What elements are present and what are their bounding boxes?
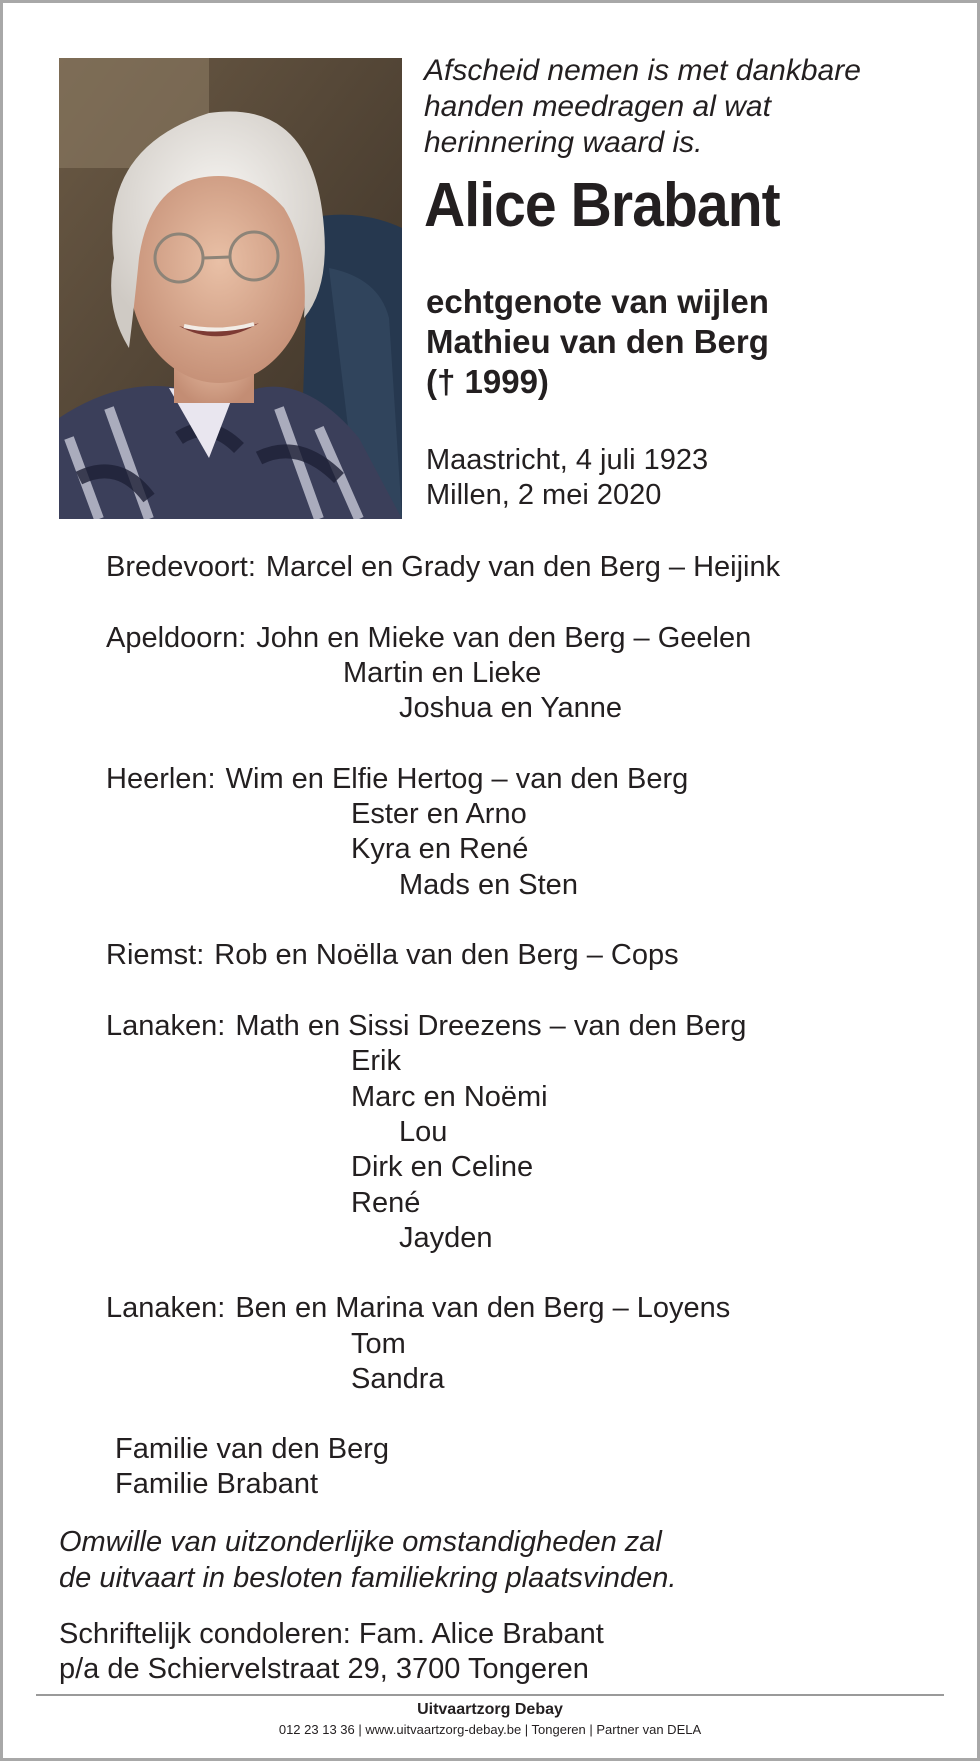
death-date: Millen, 2 mei 2020 — [426, 479, 662, 511]
family-child: René — [351, 1187, 421, 1219]
family-couple: Marcel en Grady van den Berg – Heijink — [265, 551, 781, 583]
family-grandchild: Jayden — [399, 1222, 493, 1254]
family-child: Marc en Noëmi — [351, 1081, 548, 1113]
family-child: Dirk en Celine — [351, 1151, 534, 1183]
family-line-riemst — [106, 938, 679, 973]
note-line: de uitvaart in besloten familiekring plaatsvinden. — [59, 1562, 677, 1594]
condolence-line: Schriftelijk condoleren: Fam. Alice Brabant — [59, 1618, 604, 1650]
place-label: Apeldoorn: — [106, 622, 247, 654]
family-line-heerlen — [106, 762, 688, 797]
family-line-lanaken-1 — [106, 1009, 746, 1044]
place-label: Heerlen: — [106, 763, 216, 795]
family-couple: Math en Sissi Dreezens – van den Berg — [235, 1010, 747, 1042]
family-child: Kyra en René — [351, 833, 529, 865]
quote-line: Afscheid nemen is met dankbare — [424, 54, 861, 87]
spouse-block — [426, 282, 769, 402]
place-label: Riemst: — [106, 939, 205, 971]
birth-date: Maastricht, 4 juli 1923 — [426, 444, 709, 476]
family-grandchild: Joshua en Yanne — [399, 692, 623, 724]
opening-quote — [424, 53, 944, 161]
family-grandchild: Mads en Sten — [399, 869, 578, 901]
funeral-home-info: 012 23 13 36 | www.uitvaartzorg-debay.be | Tongeren | Partner van DELA — [278, 1722, 702, 1737]
family-line-apeldoorn — [106, 621, 751, 656]
spouse-line: Mathieu van den Berg — [426, 323, 769, 360]
place-label: Lanaken: — [106, 1010, 226, 1042]
family-child: Erik — [351, 1045, 401, 1077]
condolence-address — [59, 1617, 604, 1687]
footer-divider — [36, 1694, 944, 1696]
funeral-home-name: Uitvaartzorg Debay — [417, 1701, 563, 1718]
spouse-line: († 1999) — [426, 363, 549, 400]
family-grandchild: Lou — [399, 1116, 448, 1148]
quote-line: herinnering waard is. — [424, 126, 703, 159]
family-name-line: Familie van den Berg — [115, 1433, 390, 1465]
family-couple: Rob en Noëlla van den Berg – Cops — [214, 939, 679, 971]
funeral-note — [59, 1524, 676, 1596]
condolence-line: p/a de Schiervelstraat 29, 3700 Tongeren — [59, 1653, 589, 1685]
place-label: Lanaken: — [106, 1292, 226, 1324]
quote-line: handen meedragen al wat — [424, 90, 771, 123]
family-couple: Wim en Elfie Hertog – van den Berg — [225, 763, 689, 795]
family-child: Martin en Lieke — [343, 657, 542, 689]
life-dates — [426, 443, 708, 513]
note-line: Omwille van uitzonderlijke omstandigheden zal — [59, 1526, 662, 1558]
family-line-lanaken-2 — [106, 1291, 730, 1326]
deceased-name: Alice Brabant — [424, 171, 780, 240]
family-child: Sandra — [351, 1363, 445, 1395]
place-label: Bredevoort: — [106, 551, 256, 583]
family-couple: John en Mieke van den Berg – Geelen — [256, 622, 752, 654]
family-name-line: Familie Brabant — [115, 1468, 319, 1500]
family-line-bredevoort — [106, 550, 780, 585]
family-couple: Ben en Marina van den Berg – Loyens — [235, 1292, 731, 1324]
family-child: Ester en Arno — [351, 798, 527, 830]
family-child: Tom — [351, 1328, 406, 1360]
portrait-photo — [59, 58, 402, 519]
spouse-line: echtgenote van wijlen — [426, 283, 769, 320]
